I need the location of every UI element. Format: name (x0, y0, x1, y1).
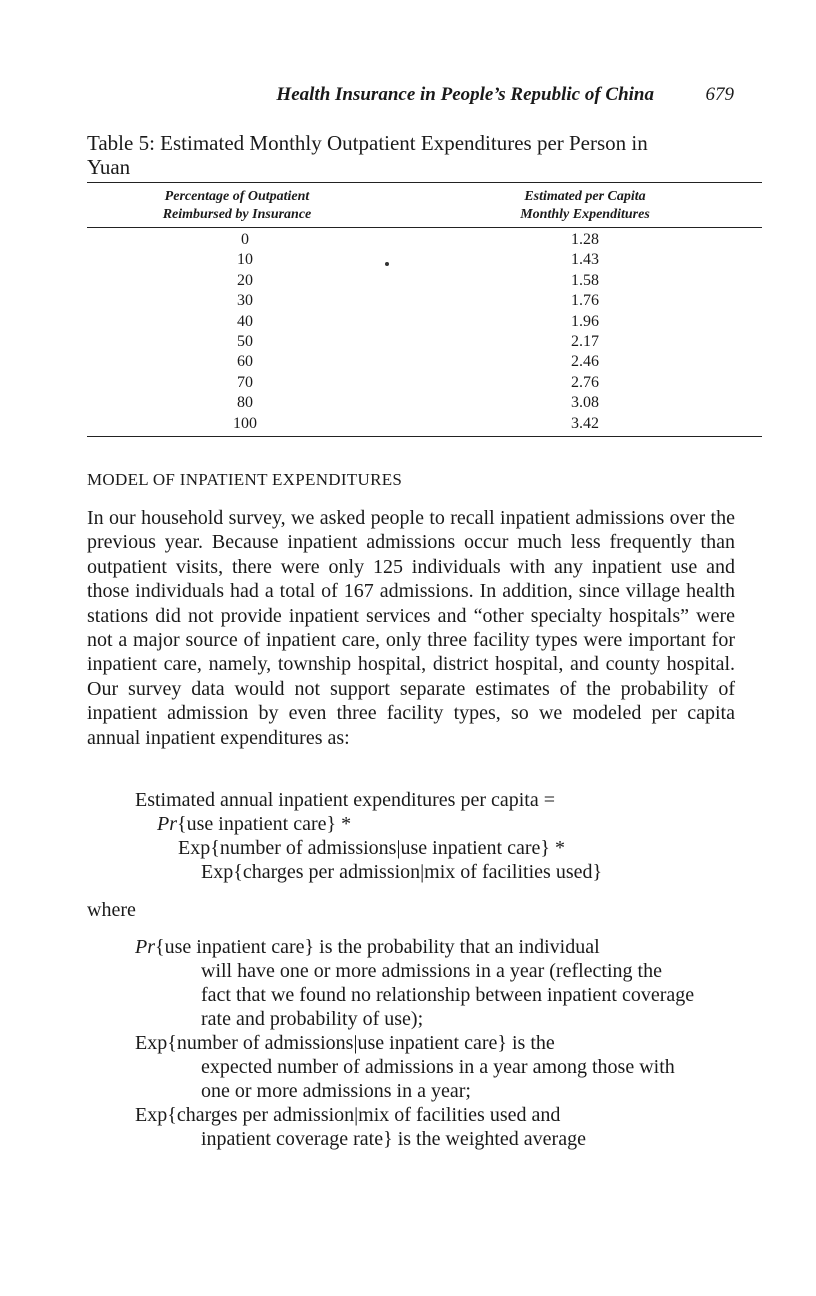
where-label: where (87, 899, 136, 921)
equation-line-1: Estimated annual inpatient expenditures per capita = (135, 789, 556, 811)
exp-cell: 1.76 (571, 292, 599, 310)
equation-line-2 (157, 812, 351, 836)
pct-cell: 100 (233, 414, 257, 432)
column-header-expenditures (475, 188, 695, 224)
pr-symbol: Pr (157, 813, 177, 835)
table-row (87, 271, 762, 291)
table-row (87, 250, 762, 270)
column-header-line: Monthly Expenditures (520, 207, 650, 222)
pct-cell: 10 (237, 251, 253, 269)
definition-item (135, 1103, 695, 1151)
exp-cell: 2.46 (571, 353, 599, 371)
pct-cell: 80 (237, 394, 253, 412)
table-row (87, 291, 762, 311)
definition-item (135, 1031, 695, 1103)
definition-continuation: expected number of admissions in a year among those with one or more admissions in a year; (201, 1056, 675, 1102)
exp-cell: 1.58 (571, 271, 599, 289)
definition-continuation: inpatient coverage rate} is the weighted average (201, 1128, 586, 1150)
pct-cell: 20 (237, 271, 253, 289)
table-row (87, 230, 762, 250)
definition-continuation: will have one or more admissions in a year (reflecting the fact that we found no relationship between inpatient coverage rate and probability of use); (201, 960, 695, 1030)
pct-cell: 40 (237, 312, 253, 330)
equation-text: {use inpatient care} * (177, 813, 352, 835)
running-title: Health Insurance in People’s Republic of China (276, 84, 654, 105)
scan-speck (385, 262, 389, 266)
equation-line-3: Exp{number of admissions|use inpatient care} * (178, 837, 566, 859)
table-body (87, 228, 762, 436)
page-number: 679 (705, 84, 734, 105)
exp-cell: 2.17 (571, 332, 599, 350)
column-header-line: Reimbursed by Insurance (162, 207, 312, 222)
definition-first-line (135, 935, 695, 959)
table-row (87, 373, 762, 393)
definition-first-line: Exp{number of admissions|use inpatient care} is the (135, 1032, 555, 1054)
table-5 (87, 182, 762, 437)
equation-line-4: Exp{charges per admission|mix of facilities used} (201, 861, 603, 883)
exp-cell: 1.96 (571, 312, 599, 330)
definition-term: {use inpatient care} is the probability that an individual (155, 936, 600, 958)
pct-cell: 60 (237, 353, 253, 371)
pct-cell: 30 (237, 292, 253, 310)
table-row (87, 332, 762, 352)
pct-cell: 70 (237, 373, 253, 391)
definition-item (135, 935, 695, 1031)
pct-cell: 0 (241, 231, 249, 248)
table-row (87, 312, 762, 332)
table-row (87, 414, 762, 434)
exp-cell: 1.43 (571, 251, 599, 269)
running-header (0, 84, 816, 108)
section-heading: MODEL OF INPATIENT EXPENDITURES (87, 470, 403, 489)
body-paragraph: In our household survey, we asked people to recall inpatient admissions over the previous year. Because inpatient admissions occur much less frequently than outpatient visits, there were only 125 individuals with any inpatient use and those individuals had a total of 167 admissions. In addition, since village health stations did not provide inpatient services and “other specialty hospitals” were not a major source of inpatient care, only three facility types were important for inpatient care, namely, township hospital, district hospital, and county hospital. Our survey data would not support separate estimates of the probability of inpatient admission by even three facility types, so we modeled per capita annual inpatient expenditures as: (87, 507, 735, 749)
column-header-line: Estimated per Capita (524, 189, 646, 204)
table-row (87, 393, 762, 413)
column-header-line: Percentage of Outpatient (164, 189, 310, 204)
table-row (87, 352, 762, 372)
definition-first-line: Exp{charges per admission|mix of facilities used and (135, 1104, 561, 1126)
exp-cell: 2.76 (571, 373, 599, 391)
pct-cell: 50 (237, 332, 253, 350)
exp-cell: 3.08 (571, 394, 599, 412)
table-column-headers (87, 183, 762, 227)
table-caption: Table 5: Estimated Monthly Outpatient Expenditures per Person in Yuan (87, 131, 648, 179)
column-header-percentage (127, 188, 347, 224)
table-bottom-rule (87, 436, 762, 437)
pr-symbol: Pr (135, 936, 155, 958)
exp-cell: 1.28 (571, 231, 599, 248)
exp-cell: 3.42 (571, 414, 599, 432)
